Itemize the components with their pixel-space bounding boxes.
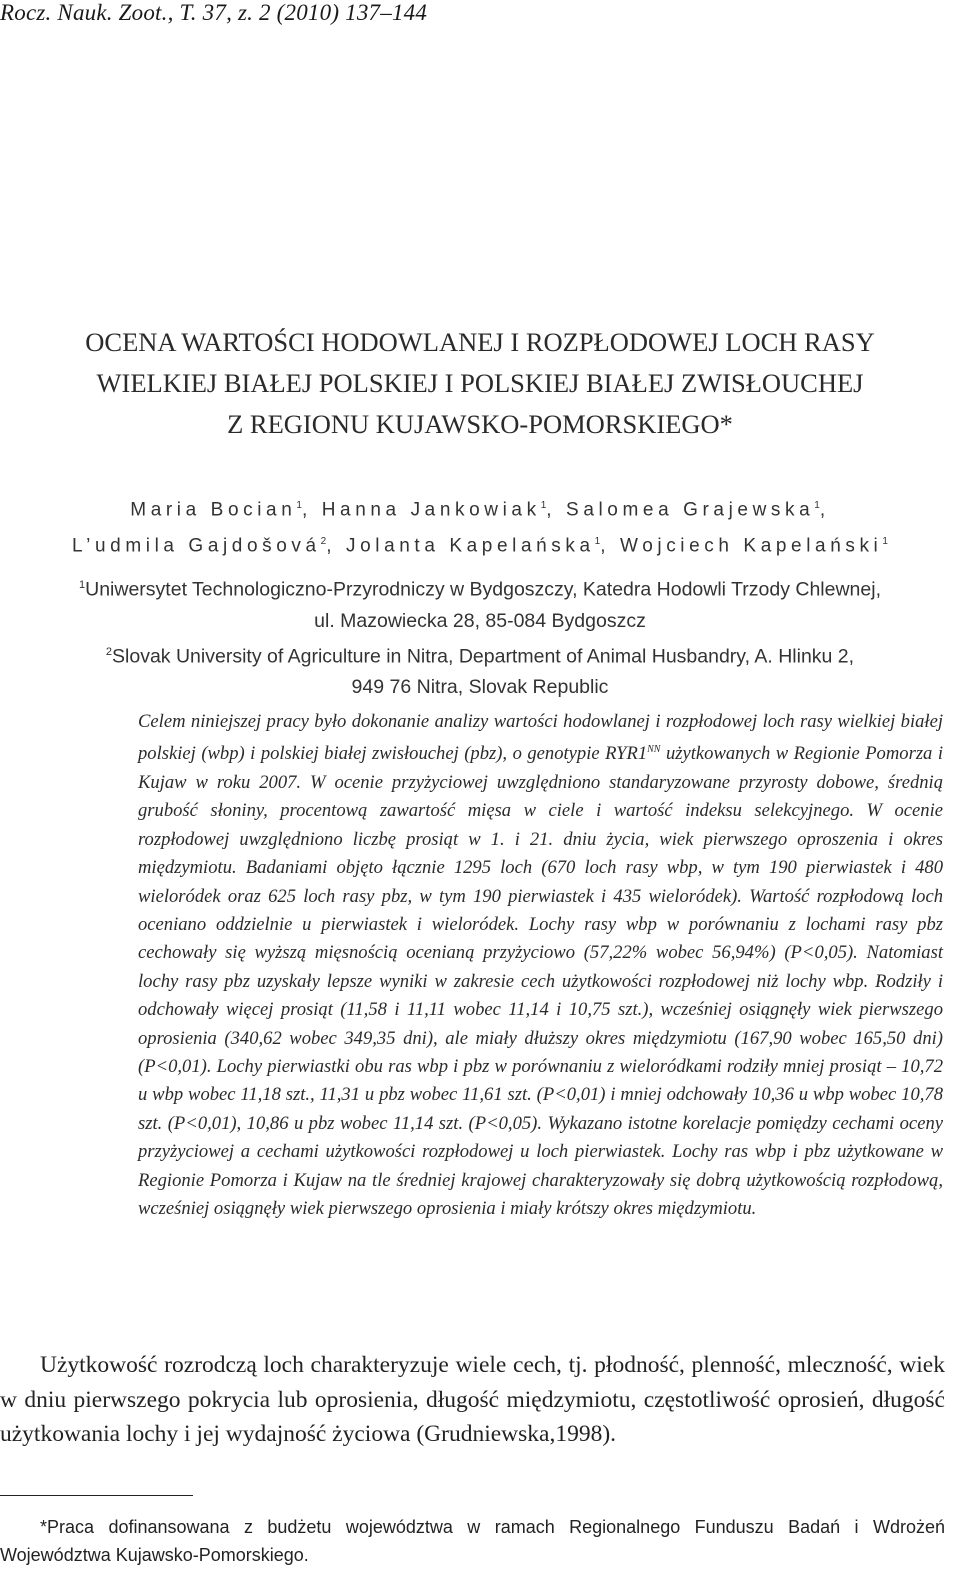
author-affiliation-mark: 1 xyxy=(594,536,601,548)
affiliation-2: $^2$Slovak University of Agriculture in Nitra, Department of Animal Husbandry, A. Hlinku 2, xyxy=(105,645,855,667)
author-affiliation-mark: 1 xyxy=(540,500,547,511)
affiliation-1: $^1$Uniwersytet Technologiczno-Przyrodniczy w Bydgoszczy, Katedra Hodowli Trzody Chlewnej, xyxy=(79,578,881,601)
footnote-text: *Praca dofinansowana z budżetu województwa w ramach Regionalnego Funduszu Badań i Wdrożeń Województwa Kujawsko-Pomorskiego. xyxy=(0,1517,945,1565)
genotype-superscript: NN xyxy=(647,744,661,756)
intro-paragraph: Użytkowość rozrodczą loch charakteryzuje wiele cech, tj. płodność, plenność, mleczność, wiek w dniu pierwszego pokrycia lub oprosienia, długość międzymiotu, częstotliwość oprosień, długość użytkowania lochy i jej wydajność życiowa (Grudniewska,1998). xyxy=(0,1352,945,1447)
footnote xyxy=(0,1513,945,1569)
author-line-1: Maria Bocian$^1$, Hanna Jankowiak$^1$, Salomea Grajewska$^1$, xyxy=(130,499,830,521)
author-affiliation-mark: 2 xyxy=(320,536,327,548)
author-name: Maria Bocian xyxy=(130,499,297,521)
author-affiliation-mark: 1 xyxy=(296,500,302,511)
footnote-divider xyxy=(0,1495,193,1496)
author-affiliation-mark: 1 xyxy=(882,536,888,548)
affiliations xyxy=(0,570,960,703)
title-line-2: WIELKIEJ BIAŁEJ POLSKIEJ I POLSKIEJ BIAŁEJ ZWISŁOUCHEJ xyxy=(96,368,864,398)
article-title xyxy=(0,322,960,445)
introduction xyxy=(0,1348,945,1452)
author-name: Jolanta Kapelańska xyxy=(346,535,595,557)
abstract-text: Celem niniejszej pracy było dokonanie analizy wartości hodowlanej i rozpłodowej loch rasy wielkiej białej polskiej (wbp) i polskiej białej zwisłouchej (pbz), o genotypie $RYR1^{NN}$ użytkowanych w Regionie Pomorza i Kujaw w roku 2007. W ocenie przyżyciowej uwzględniono standaryzowane przyrosty dobowe, średnią grubość słoniny, procentową zawartość mięsa w ciele i wartość indeksu selekcyjnego. W ocenie rozpłodowej uwzględniono liczbę prosiąt w 1. i 21. dniu życia, wiek pierwszego oproszenia i okres międzymiotu. Badaniami objęto łącznie 1295 loch (670 loch rasy wbp, w tym 190 pierwiastek i 480 wieloródek oraz 625 loch rasy pbz, w tym 190 pierwiastek i 435 wieloródek). Wartość rozpłodową loch oceniano oddzielnie u pierwiastek i wieloródek. Lochy rasy wbp w porównaniu z lochami rasy pbz cechowały się wyższą mięsnością ocenianą przyżyciowo (57,22% wobec 56,94%) (P<0,05). Natomiast lochy rasy pbz uzyskały lepsze wyniki w zakresie cech użytkowości rozpłodowej niż lochy wbp. Rodziły i odchowały więcej prosiąt (11,58 i 11,11 wobec 11,14 i 10,75 szt.), wcześniej osiągnęły wiek pierwszego oprosienia (340,62 wobec 349,35 dni), ale miały dłuższy okres międzymiotu (167,90 wobec 165,50 dni) (P<0,01). Lochy pierwiastki obu ras wbp i pbz w porównaniu z wieloródkami rodziły mniej prosiąt – 10,72 u wbp wobec 11,18 szt., 11,31 u pbz wobec 11,61 szt. (P<0,01) i mniej odchowały 10,36 u wbp wobec 10,78 szt. (P<0,01), 10,86 u pbz wobec 11,14 szt. (P<0,05). Wykazano istotne korelacje pomiędzy cechami oceny przyżyciowej a cechami użytkowości rozpłodowej u loch pierwiastek. Lochy ras wbp i pbz użytkowane w Regionie Pomorza i Kujaw na tle średniej krajowej charakteryzowały się dobrą użytkowością rozpłodową, wcześniej osiągnęły wiek pierwszego oprosienia i miały krótszy okres międzymiotu. xyxy=(138,711,944,1220)
author-affiliation-mark: 1 xyxy=(814,500,820,511)
author-name: Wojciech Kapelański xyxy=(620,535,883,557)
affiliation-2-address: 949 76 Nitra, Slovak Republic xyxy=(351,676,609,698)
author-list xyxy=(0,490,960,563)
abstract xyxy=(138,708,943,1224)
title-line-1: OCENA WARTOŚCI HODOWLANEJ I ROZPŁODOWEJ LOCH RASY xyxy=(85,327,875,357)
author-name: Salomea Grajewska xyxy=(566,499,815,521)
title-line-3: Z REGIONU KUJAWSKO-POMORSKIEGO* xyxy=(227,409,733,439)
author-name: Hanna Jankowiak xyxy=(321,499,541,521)
author-line-2: L’udmila Gajdošová$^2$, Jolanta Kapelańska$^1$, Wojciech Kapelański$^1$ xyxy=(72,535,888,557)
journal-citation: Rocz. Nauk. Zoot., T. 37, z. 2 (2010) 137–144 xyxy=(0,0,428,25)
affiliation-1-address: ul. Mazowiecka 28, 85-084 Bydgoszcz xyxy=(314,609,646,632)
author-name: L’udmila Gajdošová xyxy=(72,535,321,557)
